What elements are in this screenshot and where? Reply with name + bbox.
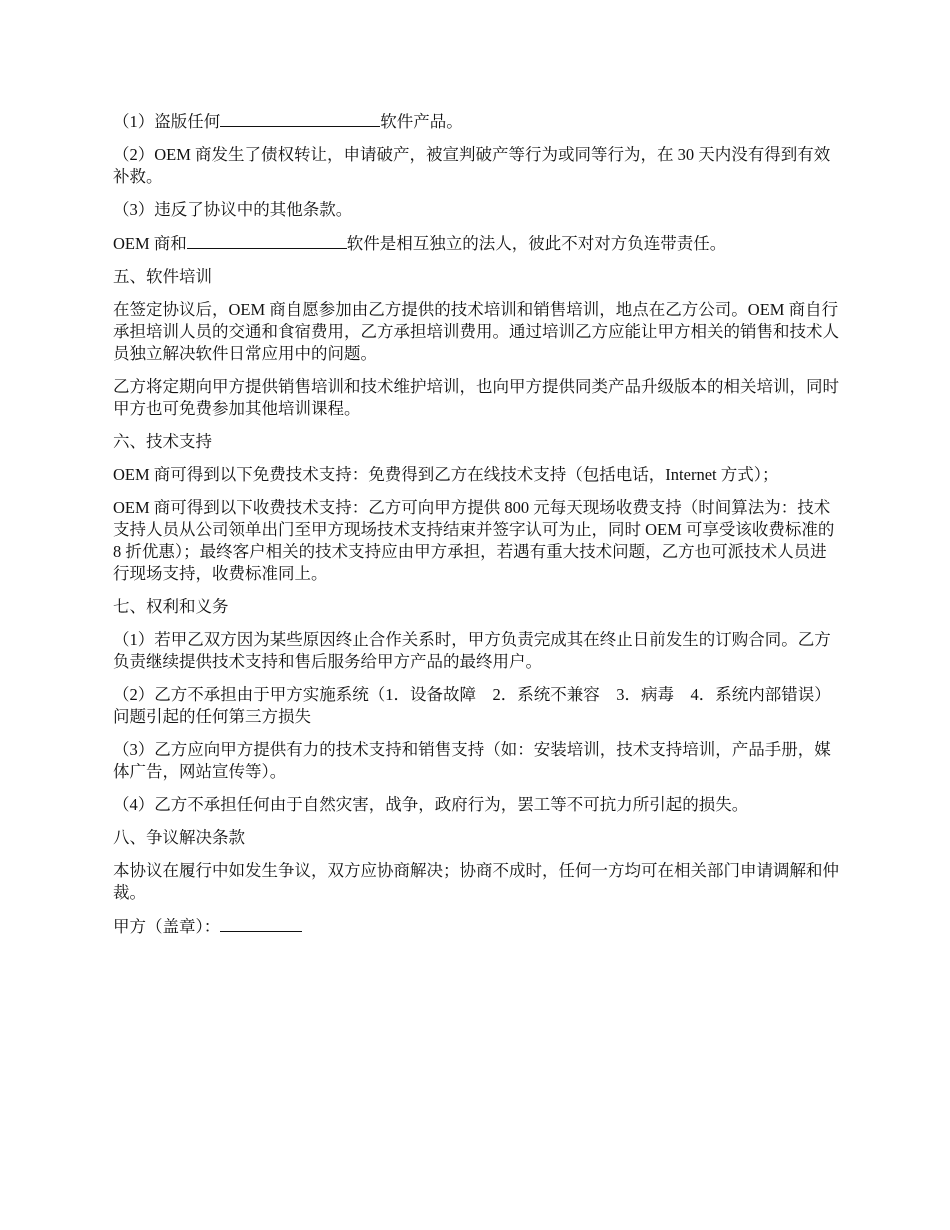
clause-bankruptcy: （2）OEM 商发生了债权转让，申请破产，被宣判破产等行为或同等行为，在 30 天内没有得到有效补救。 <box>113 145 831 186</box>
rights-item-4: （4）乙方不承担任何由于自然灾害，战争，政府行为，罢工等不可抗力所引起的损失。 <box>113 795 749 814</box>
signature-line <box>113 915 841 938</box>
rights-item-3: （3）乙方应向甲方提供有力的技术支持和销售支持（如：安装培训，技术支持培训，产品手册，媒体广告，网站宣传等）。 <box>113 740 831 781</box>
signature-blank-field[interactable] <box>220 915 302 932</box>
rights-item-1: （1）若甲乙双方因为某些原因终止合作关系时，甲方负责完成其在终止日前发生的订购合同。乙方负责继续提供技术支持和售后服务给甲方产品的最终用户。 <box>113 630 831 671</box>
clause-other-breach: （3）违反了协议中的其他条款。 <box>113 200 353 219</box>
document-body <box>113 110 841 949</box>
clause-piracy-suffix: 软件产品。 <box>380 112 463 131</box>
dispute-paragraph: 本协议在履行中如发生争议，双方应协商解决；协商不成时，任何一方均可在相关部门申请调解和仲裁。 <box>113 861 839 902</box>
clause-piracy <box>113 110 841 133</box>
clause-piracy-text: （1）盗版任何 <box>113 112 221 131</box>
section-heading-dispute: 八、争议解决条款 <box>113 828 245 847</box>
free-support-paragraph: OEM 商可得到以下免费技术支持：免费得到乙方在线技术支持（包括电话，Internet 方式）； <box>113 465 779 484</box>
paid-support-paragraph: OEM 商可得到以下收费技术支持：乙方可向甲方提供 800 元每天现场收费支持（时间算法为：技术支持人员从公司领单出门至甲方现场技术支持结束并签字认可为止，同时 OEM 可享受该收费标准的 8 折优惠）；最终客户相关的技术支持应由甲方承担，若遇有重大技术问题，乙方也可派技术人员进行现场支持，收费标准同上。 <box>113 498 835 583</box>
clause-independent-parties <box>113 232 841 255</box>
rights-item-2: （2）乙方不承担由于甲方实施系统（1．设备故障 2．系统不兼容 3．病毒 4．系统内部错误）问题引起的任何第三方损失 <box>113 685 831 726</box>
section-heading-tech-support: 六、技术支持 <box>113 432 212 451</box>
clause-independent-text: OEM 商和 <box>113 234 187 253</box>
blank-software-name-field[interactable] <box>220 110 380 127</box>
section-heading-rights: 七、权利和义务 <box>113 597 229 616</box>
section-heading-training: 五、软件培训 <box>113 267 212 286</box>
training-paragraph-2: 乙方将定期向甲方提供销售培训和技术维护培训，也向甲方提供同类产品升级版本的相关培训，同时甲方也可免费参加其他培训课程。 <box>113 377 839 418</box>
signature-label: 甲方（盖章）： <box>113 917 221 936</box>
blank-software-company-field[interactable] <box>187 232 347 249</box>
clause-independent-suffix: 软件是相互独立的法人，彼此不对对方负连带责任。 <box>346 234 727 253</box>
training-paragraph-1: 在签定协议后，OEM 商自愿参加由乙方提供的技术培训和销售培训，地点在乙方公司。OEM 商自行承担培训人员的交通和食宿费用，乙方承担培训费用。通过培训乙方应能让甲方相关的销售和技术人员独立解决软件日常应用中的问题。 <box>113 300 839 363</box>
